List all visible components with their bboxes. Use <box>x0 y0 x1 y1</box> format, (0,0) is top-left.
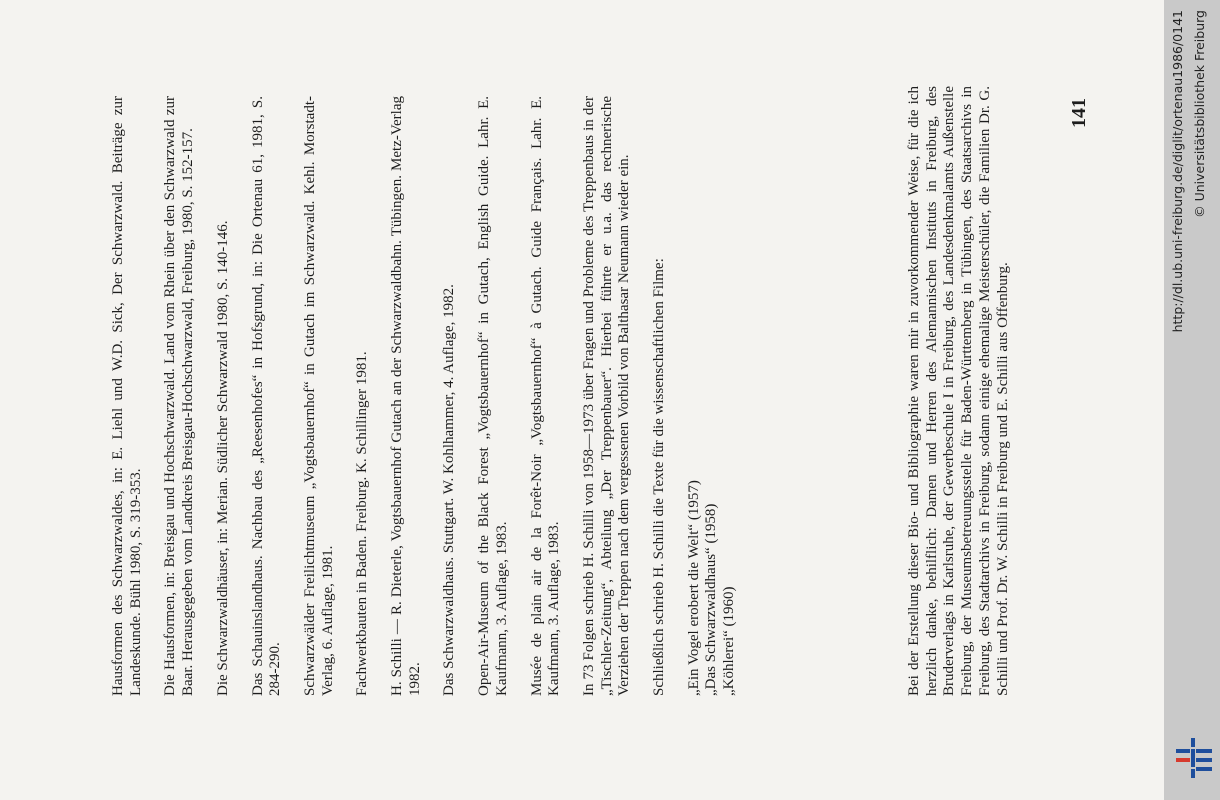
reference-entry: Open-Air-Museum of the Black Forest „Vogtsbauernhof“ in Gutach, English Guide. Lahr. E. Kaufmann, 3. Auflage, 1983. <box>476 96 510 696</box>
reference-entry: In 73 Folgen schrieb H. Schilli von 1958—1973 über Fragen und Probleme des Treppenbaus in der „Tischler-Zeitung“, Abteilung „Der Treppenbauer“. Hierbei führte er u.a. das rechnerische Verziehen der Treppen nach dem vergessenen Vorbild von Balthasar Neumann wieder ein. <box>580 96 633 696</box>
copyright-notice: © Universitätsbibliothek Freiburg <box>1192 10 1207 218</box>
bibliography <box>110 96 739 696</box>
film-item: „Ein Vogel erobert die Welt“ (1957) <box>685 480 702 696</box>
sidebar-text <box>1164 0 1220 800</box>
reference-entry: Musée de plain air de la Forêt-Noir „Vogtsbauernhof“ à Gutach. Guide Français. Lahr. E. Kaufmann, 3. Auflage, 1983. <box>528 96 563 696</box>
reference-entry: Die Schwarzwaldhäuser, in: Merian. Südlicher Schwarzwald 1980, S. 140-146. <box>214 220 231 696</box>
viewer-sidebar <box>1164 0 1220 800</box>
reference-entry: Die Hausformen, in: Breisgau und Hochschwarzwald. Land vom Rhein über den Schwarzwald zur Baar. Herausgegeben vom Landkreis Breisgau-Hochschwarzwald, Freiburg, 1980, S. 152-157. <box>162 96 197 696</box>
reference-entry: Hausformen des Schwarzwaldes, in: E. Liehl und W.D. Sick, Der Schwarzwald. Beiträge zur Landeskunde. Bühl 1980, S. 319-353. <box>110 96 144 696</box>
film-list <box>686 96 739 696</box>
reference-entry: Das Schauinslandhaus. Nachbau des „Reesenhofes“ in Hofsgrund, in: Die Ortenau 61, 1981, S. 284-290. <box>249 96 284 696</box>
acknowledgement-paragraph: Bei der Erstellung dieser Bio- und Bibliographie waren mir in zuvorkommender Weise, für die ich herzlich danke, behilflich: Damen und Herren des Alemannischen Instituts in Freiburg, des Bruderverlags in Karlsruhe, der Gewerbeschule I in Freiburg, des Landesdenkmalamts Außenstelle Freiburg, der Museumsbetreuungsstelle für Baden-Württemberg in Tübingen, des Staatsarchivs in Freiburg, des Stadtarchivs in Freiburg, sodann einige ehemalige Meisterschüler, die Familien Dr. G. Schilli und Prof. Dr. W. Schilli in Freiburg und E. Schilli aus Offenburg. <box>906 86 1011 696</box>
reference-entry: Das Schwarzwaldhaus. Stuttgart. W. Kohlhammer, 4. Auflage, 1982. <box>441 284 458 696</box>
reference-entry: Schwarzwälder Freilichtmuseum „Vogtsbauernhof“ in Gutach im Schwarzwald. Kehl. Morstadt-Verlag, 6. Auflage, 1981. <box>301 96 336 696</box>
ub-freiburg-logo-icon[interactable] <box>1174 738 1214 778</box>
film-item: „Das Schwarzwaldhaus“ (1958) <box>703 503 720 696</box>
reference-entry: H. Schilli — R. Dieterle, Vogtsbauernhof Gutach an der Schwarzwaldbahn. Tübingen. Metz-Verlag 1982. <box>389 96 423 696</box>
permalink-url[interactable]: http://dl.ub.uni-freiburg.de/diglit/ortenau1986/0141 <box>1170 10 1185 333</box>
reference-entry: Fachwerkbauten in Baden. Freiburg. K. Schillinger 1981. <box>354 351 371 696</box>
film-item: „Köhlerei“ (1960) <box>721 586 738 696</box>
films-intro: Schließlich schrieb H. Schilli die Texte für die wissenschaftlichen Filme: <box>651 258 668 696</box>
page-number: 141 <box>1068 98 1090 128</box>
